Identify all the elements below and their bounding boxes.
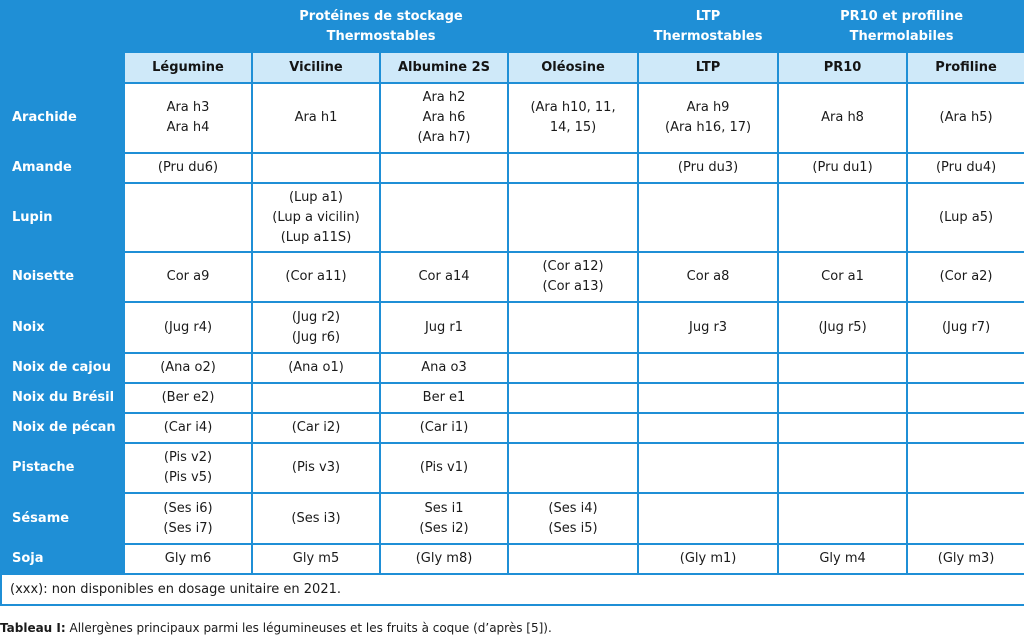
- allergen-cell: Gly m6: [124, 544, 252, 574]
- allergen-cell: [638, 493, 778, 544]
- column-header-ltp: LTP: [638, 52, 778, 83]
- allergen-cell: [638, 413, 778, 443]
- allergen-cell: (Ana o2): [124, 353, 252, 383]
- row-label: Noix de pécan: [1, 413, 124, 443]
- allergen-cell: (Cor a11): [252, 252, 380, 302]
- allergen-cell: Jug r1: [380, 302, 508, 353]
- column-header-viciline: Viciline: [252, 52, 380, 83]
- allergen-cell: (Jug r7): [907, 302, 1024, 353]
- allergen-cell: (Gly m1): [638, 544, 778, 574]
- allergen-cell: Ber e1: [380, 383, 508, 413]
- caption-label: Tableau I:: [0, 621, 66, 635]
- row-label: Noisette: [1, 252, 124, 302]
- allergen-cell: [508, 443, 638, 493]
- allergen-cell: (Lup a1) (Lup a vicilin) (Lup a11S): [252, 183, 380, 252]
- column-header-legumine: Légumine: [124, 52, 252, 83]
- allergen-cell: [638, 383, 778, 413]
- allergen-cell: Gly m4: [778, 544, 907, 574]
- allergen-cell: (Car i1): [380, 413, 508, 443]
- allergen-cell: [380, 183, 508, 252]
- allergen-cell: [778, 493, 907, 544]
- table-row: [1, 443, 1024, 493]
- allergen-cell: [508, 383, 638, 413]
- column-header-row: [1, 52, 1024, 83]
- group-header-row: [1, 1, 1024, 52]
- table-row: [1, 252, 1024, 302]
- allergen-cell: [778, 383, 907, 413]
- allergen-cell: Ara h9 (Ara h16, 17): [638, 83, 778, 153]
- allergen-cell: [778, 353, 907, 383]
- row-label: Soja: [1, 544, 124, 574]
- allergen-cell: (Cor a12) (Cor a13): [508, 252, 638, 302]
- row-label: Sésame: [1, 493, 124, 544]
- allergen-cell: Cor a1: [778, 252, 907, 302]
- allergen-cell: Ana o3: [380, 353, 508, 383]
- column-header-profiline: Profiline: [907, 52, 1024, 83]
- row-label: Pistache: [1, 443, 124, 493]
- allergen-cell: (Pru du6): [124, 153, 252, 183]
- allergen-cell: [508, 413, 638, 443]
- allergen-cell: [638, 353, 778, 383]
- allergen-cell: Cor a9: [124, 252, 252, 302]
- allergen-cell: (Ses i3): [252, 493, 380, 544]
- group-header-storage: Protéines de stockage Thermostables: [124, 1, 638, 52]
- caption-text: Allergènes principaux parmi les légumineuses et les fruits à coque (d’après [5]).: [65, 621, 552, 635]
- row-label: Noix du Brésil: [1, 383, 124, 413]
- allergen-cell: [778, 443, 907, 493]
- allergen-cell: Gly m5: [252, 544, 380, 574]
- allergen-cell: (Pis v3): [252, 443, 380, 493]
- allergen-cell: [778, 183, 907, 252]
- row-label: Amande: [1, 153, 124, 183]
- allergen-cell: [907, 353, 1024, 383]
- allergen-cell: (Ara h5): [907, 83, 1024, 153]
- allergen-cell: [124, 183, 252, 252]
- row-label: Noix: [1, 302, 124, 353]
- allergen-cell: [907, 443, 1024, 493]
- table-row: [1, 302, 1024, 353]
- table-row: [1, 544, 1024, 574]
- allergen-cell: [778, 413, 907, 443]
- corner-cell: [1, 1, 124, 52]
- table-row: [1, 353, 1024, 383]
- allergen-cell: (Ber e2): [124, 383, 252, 413]
- allergen-cell: (Ses i6) (Ses i7): [124, 493, 252, 544]
- allergen-cell: Ses i1 (Ses i2): [380, 493, 508, 544]
- allergen-cell: (Gly m8): [380, 544, 508, 574]
- table-caption: [0, 619, 1024, 638]
- allergen-cell: [252, 153, 380, 183]
- allergen-cell: [508, 353, 638, 383]
- table-row: [1, 183, 1024, 252]
- allergen-cell: Cor a8: [638, 252, 778, 302]
- allergen-cell: Ara h8: [778, 83, 907, 153]
- allergen-cell: Ara h1: [252, 83, 380, 153]
- allergen-cell: (Jug r4): [124, 302, 252, 353]
- table-row: [1, 493, 1024, 544]
- column-header-albumine-2s: Albumine 2S: [380, 52, 508, 83]
- group-header-pr10-profilin: PR10 et profiline Thermolabiles: [778, 1, 1024, 52]
- group-header-ltp: LTP Thermostables: [638, 1, 778, 52]
- allergen-cell: (Car i4): [124, 413, 252, 443]
- allergen-cell: (Ses i4) (Ses i5): [508, 493, 638, 544]
- allergen-cell: [638, 183, 778, 252]
- column-header-oleosine: Oléosine: [508, 52, 638, 83]
- column-header-pr10: PR10: [778, 52, 907, 83]
- table-row: [1, 83, 1024, 153]
- allergen-cell: Cor a14: [380, 252, 508, 302]
- table-row: [1, 153, 1024, 183]
- footnote-row: [1, 574, 1024, 605]
- allergen-cell: [907, 493, 1024, 544]
- allergen-cell: [252, 383, 380, 413]
- allergen-cell: [907, 413, 1024, 443]
- allergen-cell: (Cor a2): [907, 252, 1024, 302]
- allergen-cell: [380, 153, 508, 183]
- footnote: (xxx): non disponibles en dosage unitaire en 2021.: [1, 574, 1024, 605]
- allergen-cell: (Ara h10, 11, 14, 15): [508, 83, 638, 153]
- allergen-cell: [508, 183, 638, 252]
- allergen-cell: (Pru du4): [907, 153, 1024, 183]
- allergen-cell: Ara h3 Ara h4: [124, 83, 252, 153]
- allergen-cell: (Pis v2) (Pis v5): [124, 443, 252, 493]
- allergen-cell: [638, 443, 778, 493]
- allergen-cell: Jug r3: [638, 302, 778, 353]
- row-label: Lupin: [1, 183, 124, 252]
- allergen-cell: [907, 383, 1024, 413]
- allergen-cell: (Pis v1): [380, 443, 508, 493]
- allergen-cell: (Pru du3): [638, 153, 778, 183]
- table-row: [1, 383, 1024, 413]
- allergen-cell: (Jug r2) (Jug r6): [252, 302, 380, 353]
- row-label: Noix de cajou: [1, 353, 124, 383]
- allergen-cell: [508, 302, 638, 353]
- allergen-cell: (Ana o1): [252, 353, 380, 383]
- allergen-cell: (Pru du1): [778, 153, 907, 183]
- allergen-cell: Ara h2 Ara h6 (Ara h7): [380, 83, 508, 153]
- allergen-cell: (Lup a5): [907, 183, 1024, 252]
- allergen-cell: [508, 153, 638, 183]
- allergen-cell: (Car i2): [252, 413, 380, 443]
- allergen-cell: [508, 544, 638, 574]
- allergen-cell: (Gly m3): [907, 544, 1024, 574]
- row-label: Arachide: [1, 83, 124, 153]
- table-row: [1, 413, 1024, 443]
- corner-cell-sub: [1, 52, 124, 83]
- allergen-cell: (Jug r5): [778, 302, 907, 353]
